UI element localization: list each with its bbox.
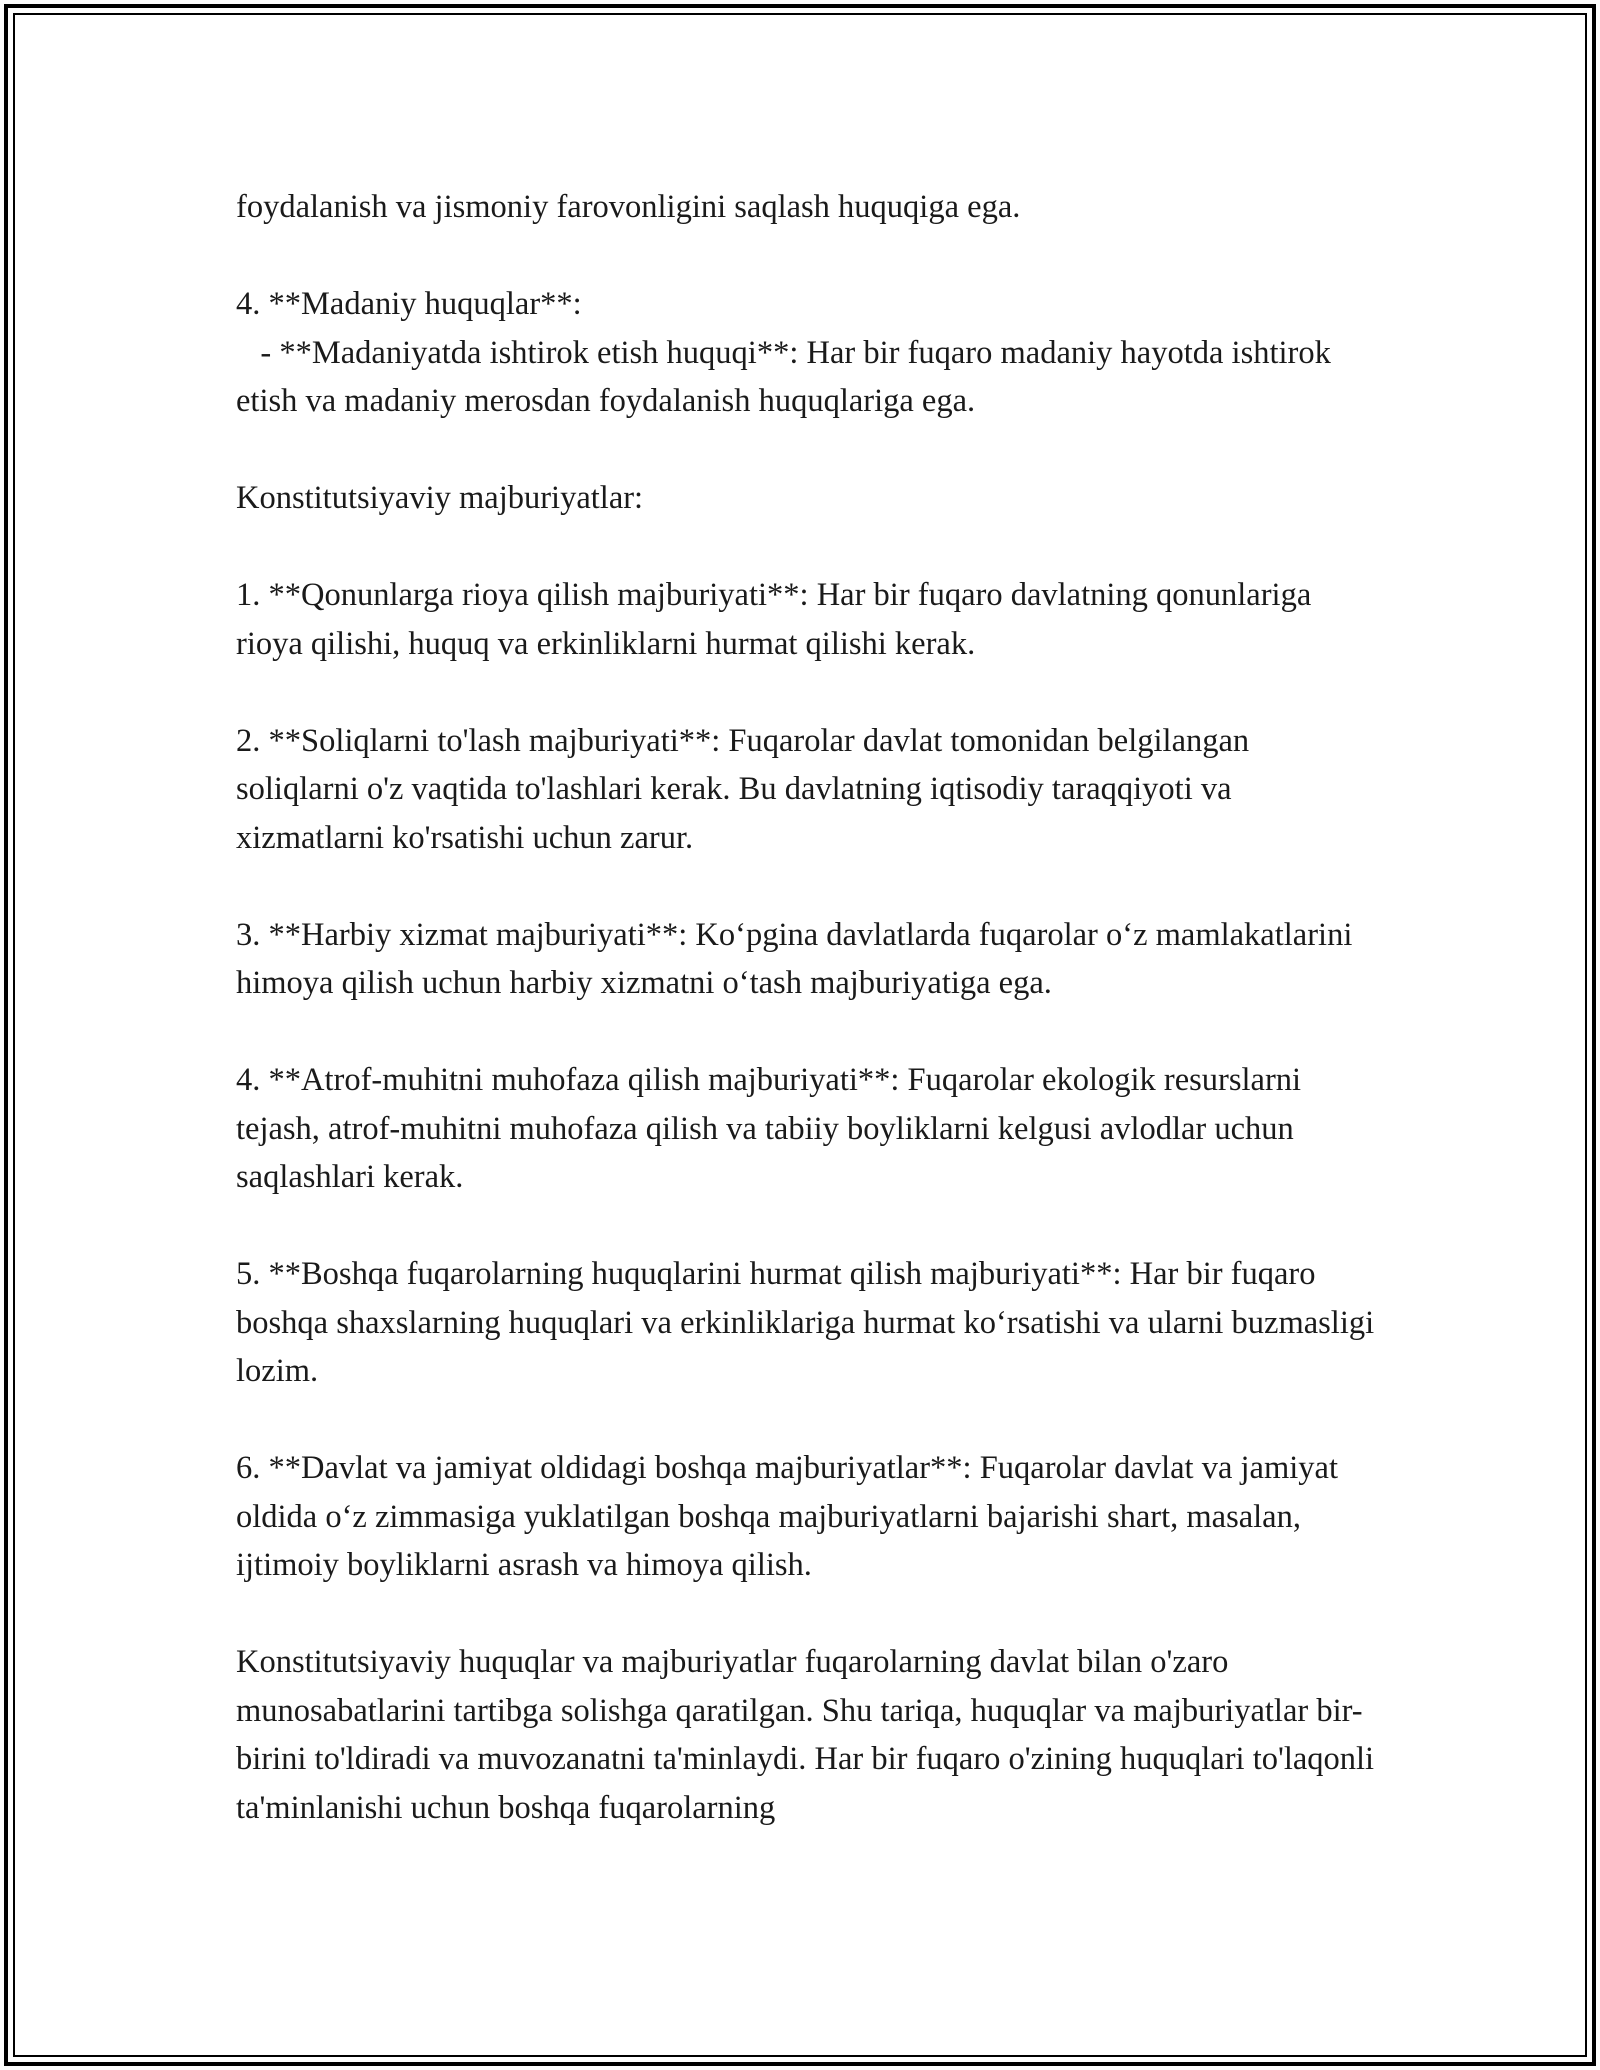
list-item-obligation-2: 2. **Soliqlarni to'lash majburiyati**: Fuqarolar davlat tomonidan belgilangan soliqlarni o'z vaqtida to'lashlari kerak. Bu davlatning iqtisodiy taraqqiyoti va xizmatlarni ko'rsatishi uchun zarur. <box>236 722 1258 856</box>
list-item-obligation-6: 6. **Davlat va jamiyat oldidagi boshqa majburiyatlar**: Fuqarolar davlat va jamiyat oldida o‘z zimmasiga yuklatilgan boshqa majburiyatlarni bajarishi shart, masalan, ijtimoiy boyliklarni asrash va himoya qilish. <box>236 1450 1347 1583</box>
document-body <box>236 183 1383 1832</box>
list-item-obligation-4: 4. **Atrof-muhitni muhofaza qilish majburiyati**: Fuqarolar ekologik resurslarni tejash, atrof-muhitni muhofaza qilish va tabiiy boyliklarni kelgusi avlodlar uchun saqlashlari kerak. <box>236 1062 1310 1195</box>
list-item-obligation-5: 5. **Boshqa fuqarolarning huquqlarini hurmat qilish majburiyati**: Har bir fuqaro boshqa shaxslarning huquqlari va erkinliklariga hurmat ko‘rsatishi va ularni buzmasligi lozim. <box>236 1256 1383 1389</box>
list-item-obligation-1: 1. **Qonunlarga rioya qilish majburiyati**: Har bir fuqaro davlatning qonunlariga rioya qilishi, huquq va erkinliklarni hurmat qilishi kerak. <box>236 577 1320 662</box>
section-heading-obligations: Konstitutsiyaviy majburiyatlar: <box>236 480 644 516</box>
list-item-obligation-3: 3. **Harbiy xizmat majburiyati**: Ko‘pgina davlatlarda fuqarolar o‘z mamlakatlarini himoya qilish uchun harbiy xizmatni o‘tash majburiyatiga ega. <box>236 916 1361 1001</box>
paragraph-cultural-rights: 4. **Madaniy huquqlar**: - **Madaniyatda ishtirok etish huquqi**: Har bir fuqaro madaniy hayotda ishtirok etish va madaniy merosdan foydalanish huquqlariga ega. <box>236 286 1331 419</box>
paragraph-conclusion: Konstitutsiyaviy huquqlar va majburiyatlar fuqarolarning davlat bilan o'zaro munosabatlarini tartibga solishga qaratilgan. Shu tariqa, huquqlar va majburiyatlar bir-birini to'ldiradi va muvozanatni ta'minlaydi. Har bir fuqaro o'zining huquqlari to'laqonli ta'minlanishi uchun boshqa fuqarolarning <box>236 1644 1383 1826</box>
paragraph-continuation: foydalanish va jismoniy farovonligini saqlash huquqiga ega. <box>236 189 1021 225</box>
